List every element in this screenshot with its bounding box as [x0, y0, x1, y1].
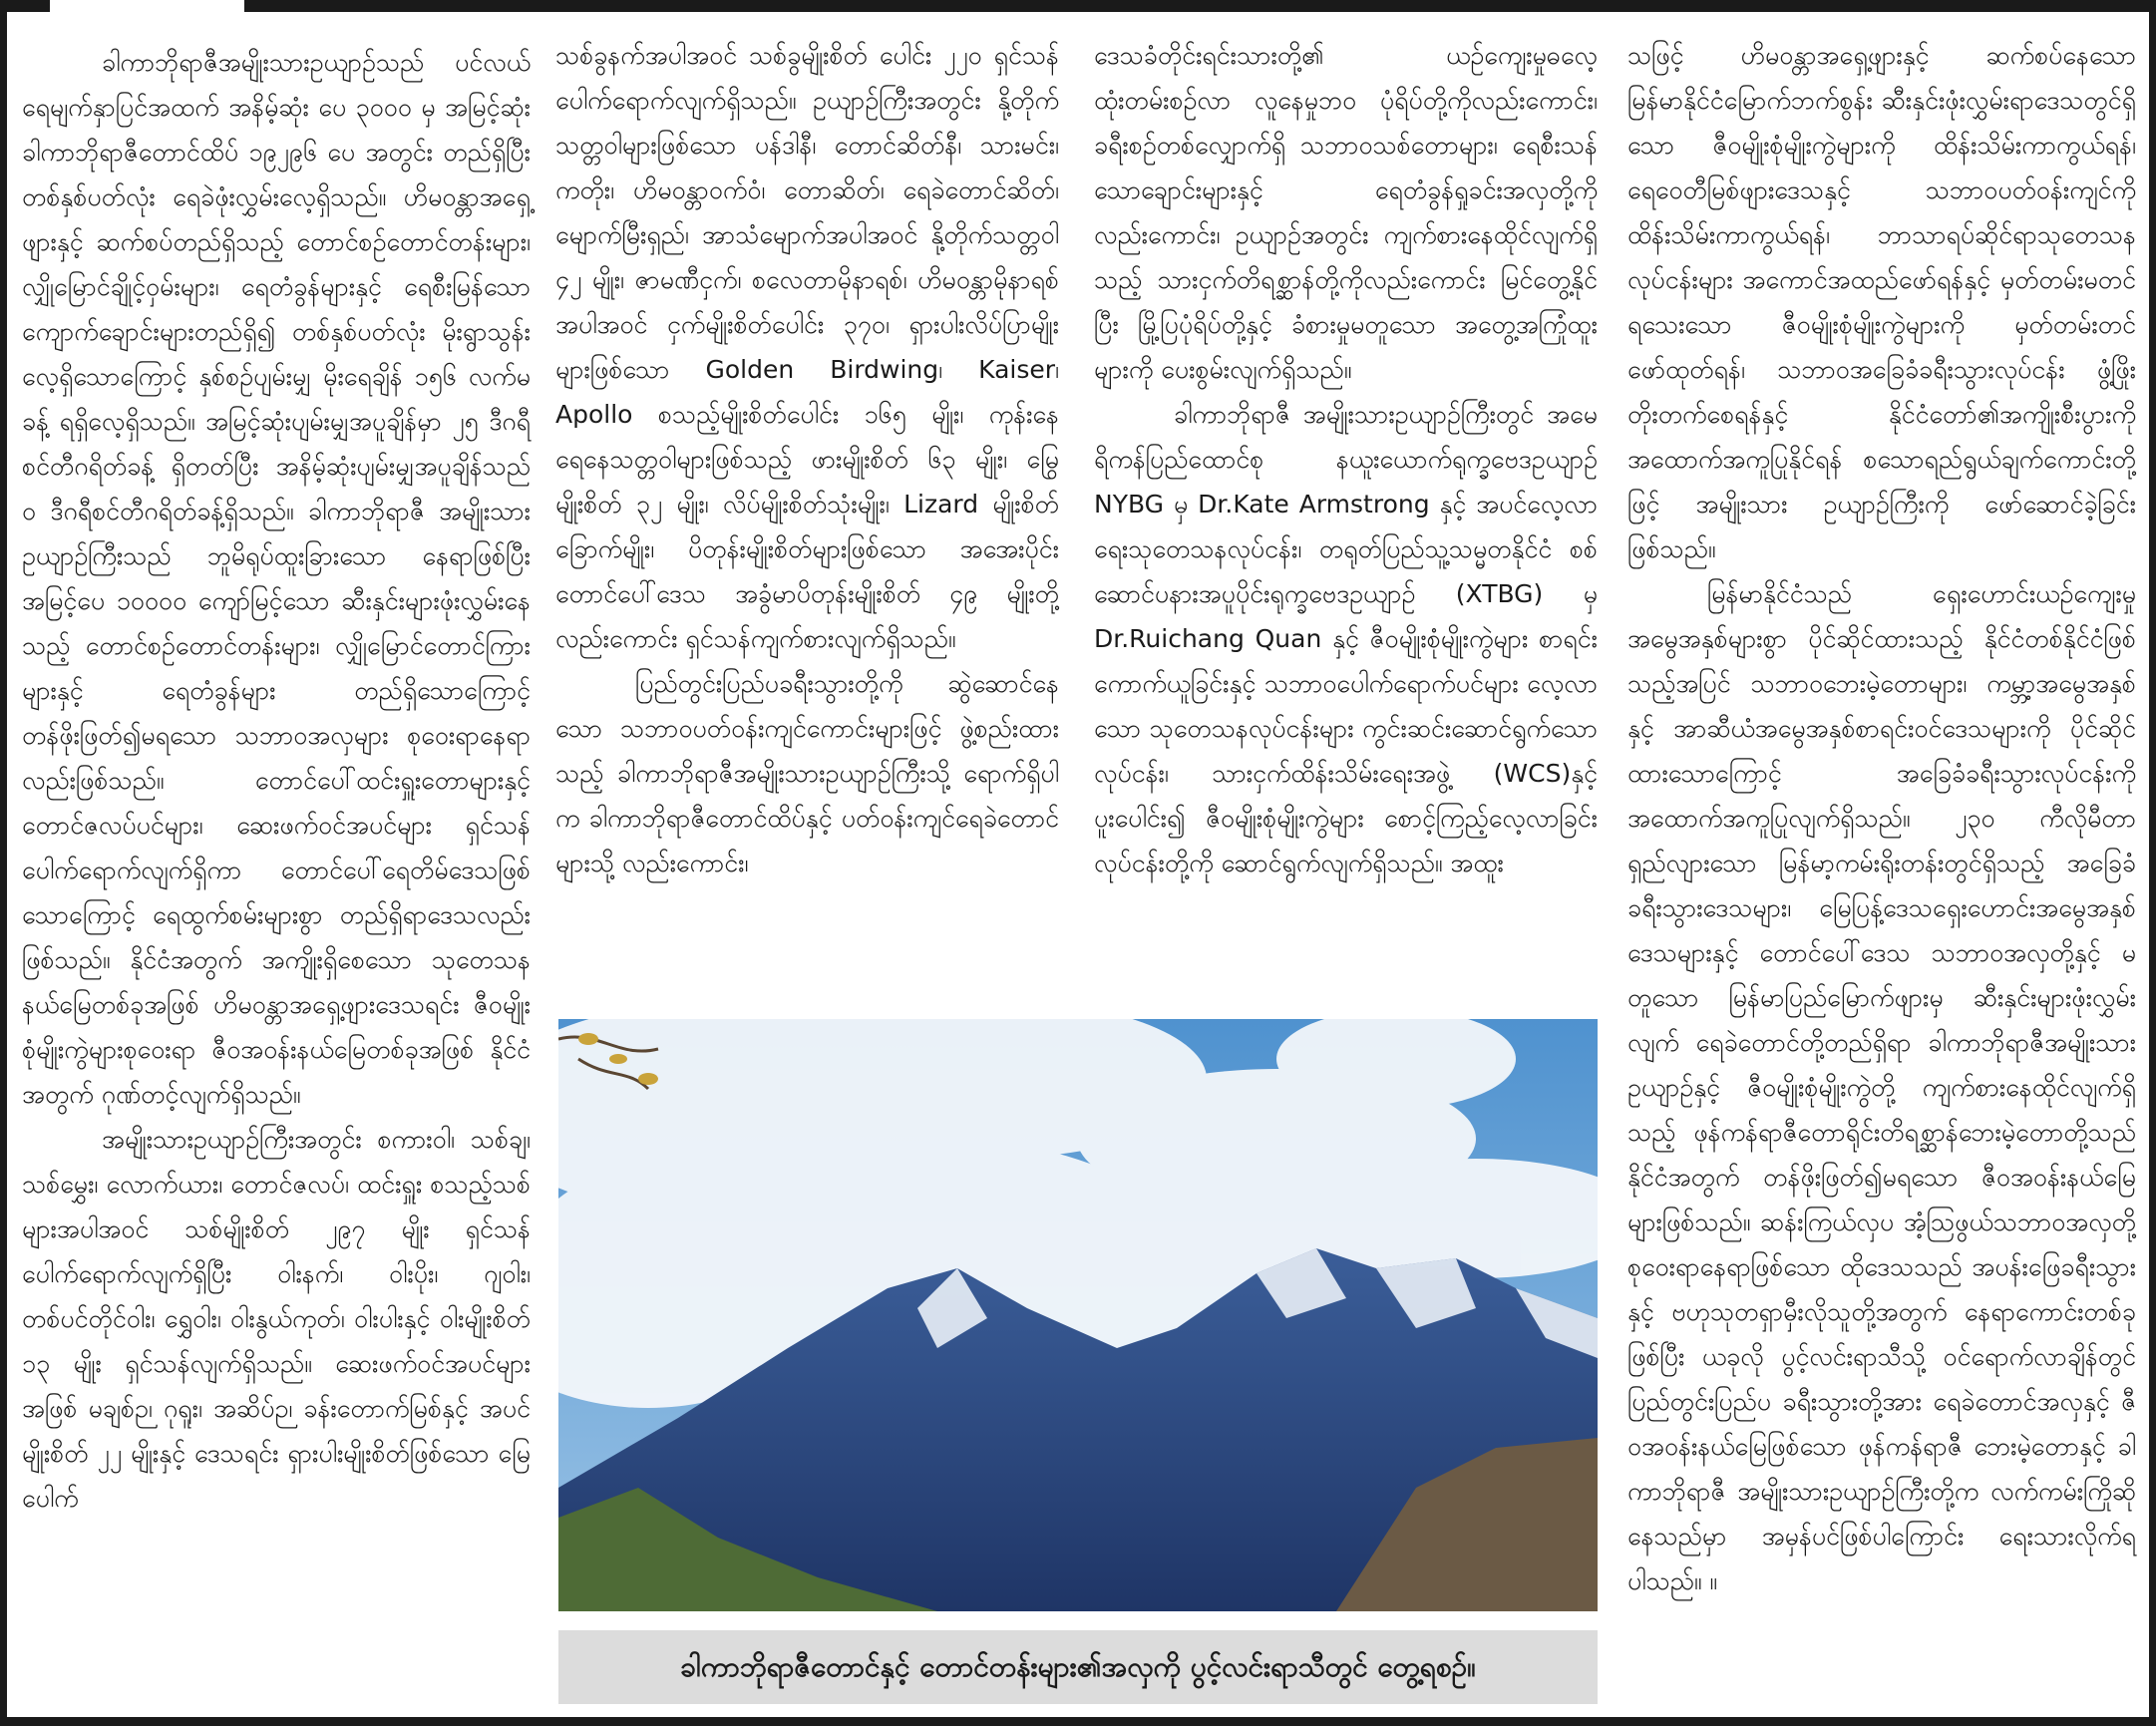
- article-column-3: [1094, 33, 1598, 1015]
- paragraph: မြန်မာနိုင်ငံသည် ရှေးဟောင်းယဉ်ကျေးမှုအမွေအနှစ်များစွာ ပိုင်ဆိုင်ထားသည့် နိုင်ငံတစ်နိုင်ငံဖြစ်သည့်အပြင် သဘာဝဘေးမဲ့တောများ၊ ကမ္ဘာ့အမွေအနှစ်နှင့် အာဆီယံအမွေအနှစ်စာရင်းဝင်ဒေသများကို ပိုင်ဆိုင်ထားသောကြောင့် အခြေခံခရီးသွားလုပ်ငန်းကို အထောက်အကူပြုလျက်ရှိသည်။ ၂၃၀ ကီလိုမီတာ ရှည်လျားသော မြန်မာ့ကမ်းရိုးတန်းတွင်ရှိသည့် အခြေခံခရီးသွားဒေသများ၊ မြေပြန့်ဒေသရှေးဟောင်းအမွေအနှစ်ဒေသများနှင့် တောင်ပေါ်ဒေသ သဘာဝအလှတို့နှင့် မတူသော မြန်မာပြည်မြောက်ဖျားမှ ဆီးနှင်းများဖုံးလွှမ်းလျက် ရေခဲတောင်တို့တည်ရှိရာ ခါကာဘိုရာဇီအမျိုးသားဥယျာဉ်နှင့် ဇီဝမျိုးစုံမျိုးကွဲတို့ ကျက်စားနေထိုင်လျက်ရှိသည့် ဖုန်ကန်ရာဇီတောရိုင်းတိရစ္ဆာန်ဘေးမဲ့တောတို့သည် နိုင်ငံအတွက် တန်ဖိုးဖြတ်၍မရသော ဇီဝအဝန်းနယ်မြေများဖြစ်သည်။ ဆန်းကြယ်လှပ အံ့သြဖွယ်သဘာဝအလှတို့ စုဝေးရာနေရာဖြစ်သော ထိုဒေသသည် အပန်းဖြေခရီးသွားနှင့် ဗဟုသုတရှာမှီးလိုသူတို့အတွက် နေရာကောင်းတစ်ခုဖြစ်ပြီး ယခုလို ပွင့်လင်းရာသီသို့ ဝင်ရောက်လာချိန်တွင် ပြည်တွင်းပြည်ပ ခရီးသွားတို့အား ရေခဲတောင်အလှနှင့် ဇီဝအဝန်းနယ်မြေဖြစ်သော ဖုန်ကန်ရာဇီ ဘေးမဲ့တောနှင့် ခါကာဘိုရာဇီ အမျိုးသားဥယျာဉ်ကြီးတို့က လက်ကမ်းကြိုဆိုနေသည်မှာ အမှန်ပင်ဖြစ်ပါကြောင်း ရေးသားလိုက်ရပါသည်။ ။: [1627, 579, 2136, 1595]
- article-column-1: [22, 40, 531, 1715]
- mountain-photo: [558, 1019, 1598, 1611]
- article-column-4: [1627, 33, 2136, 1708]
- paragraph: ပြည်တွင်းပြည်ပခရီးသွားတို့ကို ဆွဲဆောင်နေသော သဘာဝပတ်ဝန်းကျင်ကောင်းများဖြင့် ဖွဲ့စည်းထားသည့် ခါကာဘိုရာဇီအမျိုးသားဥယျာဉ်ကြီးသို့ ရောက်ရှိပါက ခါကာဘိုရာဇီတောင်ထိပ်နှင့် ပတ်ဝန်းကျင်ရေခဲတောင်များသို့ လည်းကောင်း၊: [555, 669, 1059, 877]
- paragraph: အမျိုးသားဥယျာဉ်ကြီးအတွင်း စကားဝါ၊ သစ်ချ၊ သစ်မွှေး၊ လောက်ယား၊ တောင်ဇလပ်၊ ထင်းရှူး စသည့်သစ်များအပါအဝင် သစ်မျိုးစိတ် ၂၉၇ မျိုး ရှင်သန်ပေါက်ရောက်လျက်ရှိပြီး ဝါးနက်၊ ဝါးပိုး၊ ဂျဝါး၊ တစ်ပင်တိုင်ဝါး၊ ရွှေဝါး၊ ဝါးနွယ်ကုတ်၊ ဝါးပါးနှင့် ဝါးမျိုးစိတ် ၁၃ မျိုး ရှင်သန်လျက်ရှိသည်။ ဆေးဖက်ဝင်အပင်များအဖြစ် မချစ်ဉ၊ ဂုရူး၊ အဆိပ်ဉ၊ ခန်းတောက်မြစ်နှင့် အပင်မျိုးစိတ် ၂၂ မျိုးနှင့် ဒေသရင်း ရှားပါးမျိုးစိတ်ဖြစ်သော မြေပေါက်: [22, 1125, 531, 1513]
- top-rule-left: [0, 0, 50, 12]
- mountain-landscape-illustration: [558, 1019, 1598, 1611]
- paragraph: ခါကာဘိုရာဇီအမျိုးသားဥယျာဉ်သည် ပင်လယ်ရေမျက်နှာပြင်အထက် အနိမ့်ဆုံး ပေ ၃၀၀၀ မှ အမြင့်ဆုံး ခါကာဘိုရာဇီတောင်ထိပ် ၁၉၂၉၆ ပေ အတွင်း တည်ရှိပြီး တစ်နှစ်ပတ်လုံး ရေခဲဖုံးလွှမ်းလေ့ရှိသည်။ ဟိမဝန္တာအရှေ့ဖျားနှင့် ဆက်စပ်တည်ရှိသည့် တောင်စဉ်တောင်တန်းများ၊ လျှိုမြောင်ချိုင့်ဝှမ်းများ၊ ရေတံခွန်များနှင့် ရေစီးမြန်သော ကျောက်ချောင်းများတည်ရှိ၍ တစ်နှစ်ပတ်လုံး မိုးရွာသွန်းလေ့ရှိသောကြောင့် နှစ်စဉ်ပျမ်းမျှ မိုးရေချိန် ၁၅၆ လက်မခန့် ရရှိလေ့ရှိသည်။ အမြင့်ဆုံးပျမ်းမျှအပူချိန်မှာ ၂၅ ဒီဂရီစင်တီဂရိတ်ခန့် ရှိတတ်ပြီး အနိမ့်ဆုံးပျမ်းမျှအပူချိန်သည် ၀ ဒီဂရီစင်တီဂရိတ်ခန့်ရှိသည်။ ခါကာဘိုရာဇီ အမျိုးသားဥယျာဉ်ကြီးသည် ဘူမိရုပ်ထူးခြားသော နေရာဖြစ်ပြီး အမြင့်ပေ ၁၀၀၀၀ ကျော်မြင့်သော ဆီးနှင်းများဖုံးလွှမ်းနေသည့် တောင်စဉ်တောင်တန်းများ၊ လျှိုမြောင်တောင်ကြားများနှင့် ရေတံခွန်များ တည်ရှိသောကြောင့် တန်ဖိုးဖြတ်၍မရသော သဘာဝအလှများ စုဝေးရာနေရာလည်းဖြစ်သည်။ တောင်ပေါ်ထင်းရှူးတောများနှင့် တောင်ဇလပ်ပင်များ၊ ဆေးဖက်ဝင်အပင်များ ရှင်သန်ပေါက်ရောက်လျက်ရှိကာ တောင်ပေါ်ရေတိမ်ဒေသဖြစ်သောကြောင့် ရေထွက်စမ်းများစွာ တည်ရှိရာဒေသလည်း ဖြစ်သည်။ နိုင်ငံအတွက် အကျိုးရှိစေသော သုတေသနနယ်မြေတစ်ခုအဖြစ် ဟိမဝန္တာအရှေ့ဖျားဒေသရင်း ဇီဝမျိုးစုံမျိုးကွဲများစုဝေးရာ ဇီဝအဝန်းနယ်မြေတစ်ခုအဖြစ် နိုင်ငံအတွက် ဂုဏ်တင့်လျက်ရှိသည်။: [22, 48, 531, 1109]
- paragraph: သဖြင့် ဟိမဝန္တာအရှေ့ဖျားနှင့် ဆက်စပ်နေသော မြန်မာနိုင်ငံမြောက်ဘက်စွန်း ဆီးနှင်းဖုံးလွှမ်းရာဒေသတွင်ရှိသော ဇီဝမျိုးစုံမျိုးကွဲများကို ထိန်းသိမ်းကာကွယ်ရန်၊ ရေဝေတီမြစ်ဖျားဒေသနှင့် သဘာဝပတ်ဝန်းကျင်ကို ထိန်းသိမ်းကာကွယ်ရန်၊ ဘာသာရပ်ဆိုင်ရာသုတေသနလုပ်ငန်းများ အကောင်အထည်ဖော်ရန်နှင့် မှတ်တမ်းမတင်ရသေးသော ဇီဝမျိုးစုံမျိုးကွဲများကို မှတ်တမ်းတင်ဖော်ထုတ်ရန်၊ သဘာဝအခြေခံခရီးသွားလုပ်ငန်း ဖွံ့ဖြိုးတိုးတက်စေရန်နှင့် နိုင်ငံတော်၏အကျိုးစီးပွားကို အထောက်အကူပြုနိုင်ရန် စသောရည်ရွယ်ချက်ကောင်းတို့ဖြင့် အမျိုးသား ဥယျာဉ်ကြီးကို ဖော်ဆောင်ခဲ့ခြင်းဖြစ်သည်။: [1627, 41, 2136, 563]
- paragraph: သစ်ခွနက်အပါအဝင် သစ်ခွမျိုးစိတ် ပေါင်း ၂၂၀ ရှင်သန်ပေါက်ရောက်လျက်ရှိသည်။ ဥယျာဉ်ကြီးအတွင်း နို့တိုက်သတ္တဝါများဖြစ်သော ပန်ဒါနီ၊ တောင်ဆိတ်နီ၊ သားမင်း၊ ကတိုး၊ ဟိမဝန္တာဝက်ဝံ၊ တောဆိတ်၊ ရေခဲတောင်ဆိတ်၊ မျောက်မြီးရှည်၊ အာသံမျောက်အပါအဝင် နို့တိုက်သတ္တဝါ ၄၂ မျိုး၊ ဇာမဏီငှက်၊ စလေတာမိုနာရစ်၊ ဟိမဝန္တာမိုနာရစ်အပါအဝင် ငှက်မျိုးစိတ်ပေါင်း ၃၇၀၊ ရှားပါးလိပ်ပြာမျိုးများဖြစ်သော Golden Birdwing၊ Kaiser၊ Apollo စသည့်မျိုးစိတ်ပေါင်း ၁၆၅ မျိုး၊ ကုန်းနေရေနေသတ္တဝါများဖြစ်သည့် ဖားမျိုးစိတ် ၆၃ မျိုး၊ မြွေမျိုးစိတ် ၃၂ မျိုး၊ လိပ်မျိုးစိတ်သုံးမျိုး၊ Lizard မျိုးစိတ်ခြောက်မျိုး၊ ပိတုန်းမျိုးစိတ်များဖြစ်သော အအေးပိုင်းတောင်ပေါ်ဒေသ အခွံမာပိတုန်းမျိုးစိတ် ၄၉ မျိုးတို့လည်းကောင်း ရှင်သန်ကျက်စားလျက်ရှိသည်။: [555, 41, 1059, 653]
- article-column-2: [555, 33, 1059, 1015]
- paragraph: ဒေသခံတိုင်းရင်းသားတို့၏ ယဉ်ကျေးမှုဓလေ့ထုံးတမ်းစဉ်လာ လူနေမှုဘဝ ပုံရိပ်တို့ကိုလည်းကောင်း၊ ခရီးစဉ်တစ်လျှောက်ရှိ သဘာဝသစ်တောများ၊ ရေစီးသန်သောချောင်းများနှင့် ရေတံခွန်ရှုခင်းအလှတို့ကိုလည်းကောင်း၊ ဥယျာဉ်အတွင်း ကျက်စားနေထိုင်လျက်ရှိသည့် သားငှက်တိရစ္ဆာန်တို့ကိုလည်းကောင်း မြင်တွေ့နိုင်ပြီး မြို့ပြပုံရိပ်တို့နှင့် ခံစားမှုမတူသော အတွေ့အကြုံထူးများကို ပေးစွမ်းလျက်ရှိသည်။: [1094, 41, 1598, 384]
- photo-caption: ခါကာဘိုရာဇီတောင်နှင့် တောင်တန်းများ၏အလှကို ပွင့်လင်းရာသီတွင် တွေ့ရစဉ်။: [558, 1630, 1598, 1704]
- paragraph: ခါကာဘိုရာဇီ အမျိုးသားဥယျာဉ်ကြီးတွင် အမေရိကန်ပြည်ထောင်စု နယူးယောက်ရုက္ခဗေဒဥယျာဉ် NYBG မှ Dr.Kate Armstrong နှင့် အပင်လေ့လာရေးသုတေသနလုပ်ငန်း၊ တရုတ်ပြည်သူ့သမ္မတနိုင်ငံ စစ်ဆောင်ပနားအပူပိုင်းရုက္ခဗေဒဥယျာဉ် (XTBG) မှ Dr.Ruichang Quan နှင့် ဇီဝမျိုးစုံမျိုးကွဲများ စာရင်းကောက်ယူခြင်းနှင့် သဘာဝပေါက်ရောက်ပင်များ လေ့လာသော သုတေသနလုပ်ငန်းများ ကွင်းဆင်းဆောင်ရွက်သောလုပ်ငန်း၊ သားငှက်ထိန်းသိမ်းရေးအဖွဲ့ (WCS)နှင့် ပူးပေါင်း၍ ဇီဝမျိုးစုံမျိုးကွဲများ စောင့်ကြည့်လေ့လာခြင်းလုပ်ငန်းတို့ကို ဆောင်ရွက်လျက်ရှိသည်။ အထူး: [1094, 400, 1598, 877]
- top-rule-right: [244, 0, 2156, 12]
